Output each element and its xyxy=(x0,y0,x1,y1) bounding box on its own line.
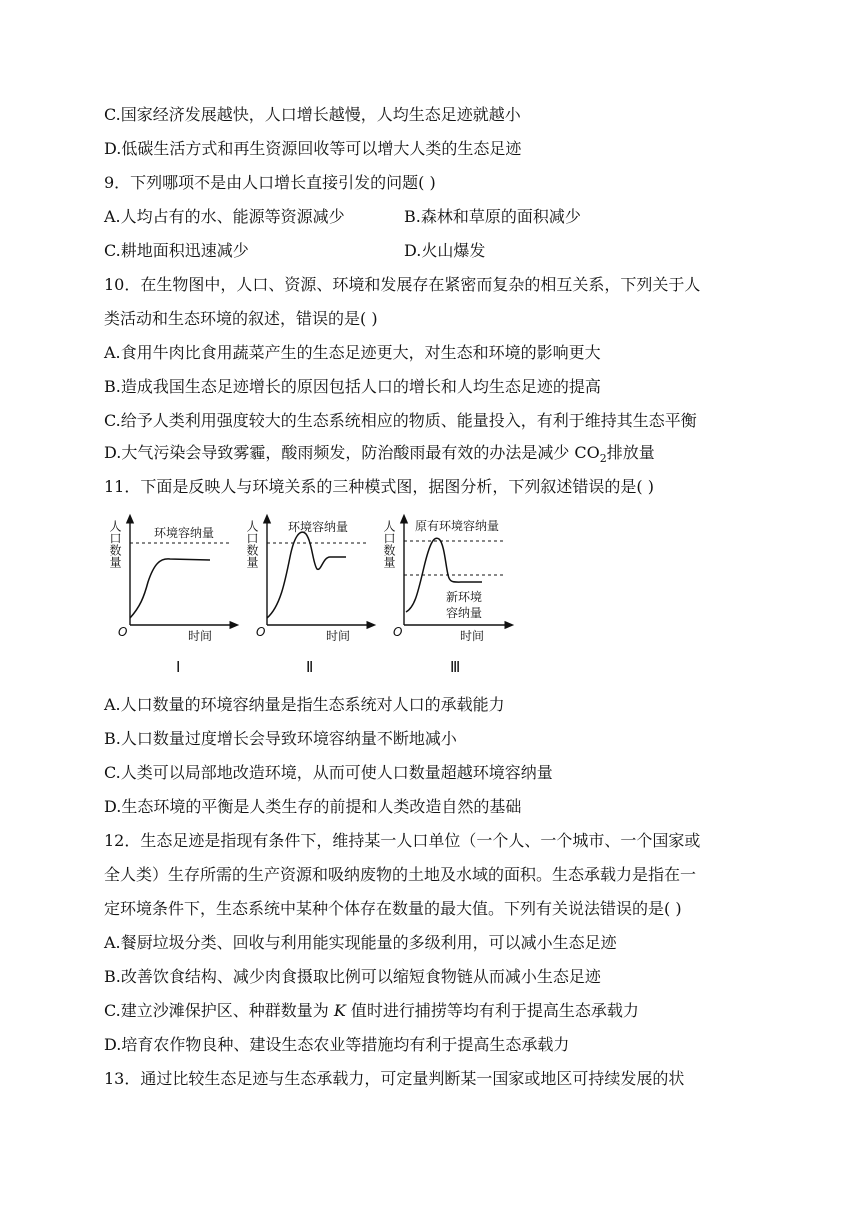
q11-option-b: B.人口数量过度增长会导致环境容纳量不断地减小 xyxy=(104,729,457,748)
panel-1-y-label: 人口数量 xyxy=(108,520,122,568)
q11-option-d: D.生态环境的平衡是人类生存的前提和人类改造自然的基础 xyxy=(104,797,522,816)
q9-option-b: B.森林和草原的面积减少 xyxy=(404,207,581,226)
panel-1-roman: Ⅰ xyxy=(176,658,181,676)
panel-1-x-label: 时间 xyxy=(188,629,213,643)
q12-option-a: A.餐厨垃圾分类、回收与利用能实现能量的多级利用，可以减小生态足迹 xyxy=(104,933,617,952)
q9-option-c: C.耕地面积迅速减少 xyxy=(104,241,249,260)
q12-option-c-k: K xyxy=(333,1001,346,1020)
q10-option-c: C.给予人类利用强度较大的生态系统相应的物质、能量投入，有利于维持其生态平衡 xyxy=(104,411,697,430)
panel-2-x-label: 时间 xyxy=(326,629,351,643)
q12-option-c-text: C.建立沙滩保护区、种群数量为 xyxy=(104,1001,334,1020)
panel-1-capacity-label: 环境容纳量 xyxy=(154,526,215,540)
q12-stem-line-2: 全人类）生存所需的生产资源和吸纳废物的土地及水域的面积。生态承载力是指在一 xyxy=(104,865,697,884)
q9-option-a: A.人均占有的水、能源等资源减少 xyxy=(104,207,345,226)
q12-option-d: D.培育农作物良种、建设生态农业等措施均有利于提高生态承载力 xyxy=(104,1035,570,1054)
q11-panel-2 xyxy=(245,518,372,676)
q12-option-c-tail: 值时进行捕捞等均有利于提高生态承载力 xyxy=(345,1001,639,1020)
q9-stem: 9．下列哪项不是由人口增长直接引发的问题( ) xyxy=(104,173,436,192)
panel-1-population-curve xyxy=(130,559,210,618)
q11-option-a: A.人口数量的环境容纳量是指生态系统对人口的承载能力 xyxy=(104,695,505,714)
panel-1-origin: O xyxy=(118,625,128,639)
panel-2-roman: Ⅱ xyxy=(306,658,314,676)
panel-2-population-curve xyxy=(267,532,346,618)
q12-option-c xyxy=(104,1001,639,1021)
panel-3-x-label: 时间 xyxy=(460,629,485,643)
panel-3-new-capacity-label-2: 容纳量 xyxy=(446,606,483,620)
q8-option-d: D.低碳生活方式和再生资源回收等可以增大人类的生态足迹 xyxy=(104,139,522,158)
q8-option-c: C.国家经济发展越快，人口增长越慢，人均生态足迹就越小 xyxy=(104,105,521,124)
q10-option-a: A.食用牛肉比食用蔬菜产生的生态足迹更大，对生态和环境的影响更大 xyxy=(104,343,601,362)
q11-panel-3 xyxy=(382,518,510,676)
q10-option-d-text: D.大气污染会导致雾霾，酸雨频发，防治酸雨最有效的办法是减少 CO xyxy=(104,443,600,462)
q10-option-d-subscript: 2 xyxy=(599,452,607,466)
panel-3-origin: O xyxy=(393,625,403,639)
q10-option-d-tail: 排放量 xyxy=(606,443,655,462)
q11-option-c: C.人类可以局部地改造环境，从而可使人口数量超越环境容纳量 xyxy=(104,763,553,782)
q9-option-d: D.火山爆发 xyxy=(404,241,486,260)
q11-stem: 11．下面是反映人与环境关系的三种模式图，据图分析，下列叙述错误的是( ) xyxy=(104,477,654,496)
panel-2-origin: O xyxy=(256,625,266,639)
panel-2-capacity-label: 环境容纳量 xyxy=(288,520,349,534)
q12-stem-line-1: 12．生态足迹是指现有条件下，维持某一人口单位（一个人、一个城市、一个国家或 xyxy=(104,831,701,850)
q10-option-d xyxy=(104,443,655,469)
panel-3-y-label: 人口数量 xyxy=(382,520,396,568)
q12-stem-line-3: 定环境条件下，生态系统中某种个体存在数量的最大值。下列有关说法错误的是( ) xyxy=(104,899,682,918)
q12-option-b: B.改善饮食结构、减少肉食摄取比例可以缩短食物链从而减小生态足迹 xyxy=(104,967,601,986)
q11-figure xyxy=(110,512,530,684)
panel-2-y-label: 人口数量 xyxy=(245,520,259,568)
panel-3-original-capacity-label: 原有环境容纳量 xyxy=(415,519,500,533)
q10-option-b: B.造成我国生态足迹增长的原因包括人口的增长和人均生态足迹的提高 xyxy=(104,377,601,396)
q10-stem-line-1: 10．在生物图中，人口、资源、环境和发展存在紧密而复杂的相互关系，下列关于人 xyxy=(104,275,701,294)
q13-stem-line-1: 13．通过比较生态足迹与生态承载力，可定量判断某一国家或地区可持续发展的状 xyxy=(104,1069,685,1088)
q11-panel-1 xyxy=(108,518,235,676)
panel-3-roman: Ⅲ xyxy=(450,658,461,676)
q10-stem-line-2: 类活动和生态环境的叙述，错误的是( ) xyxy=(104,309,378,328)
panel-3-new-capacity-label-1: 新环境 xyxy=(446,590,483,604)
